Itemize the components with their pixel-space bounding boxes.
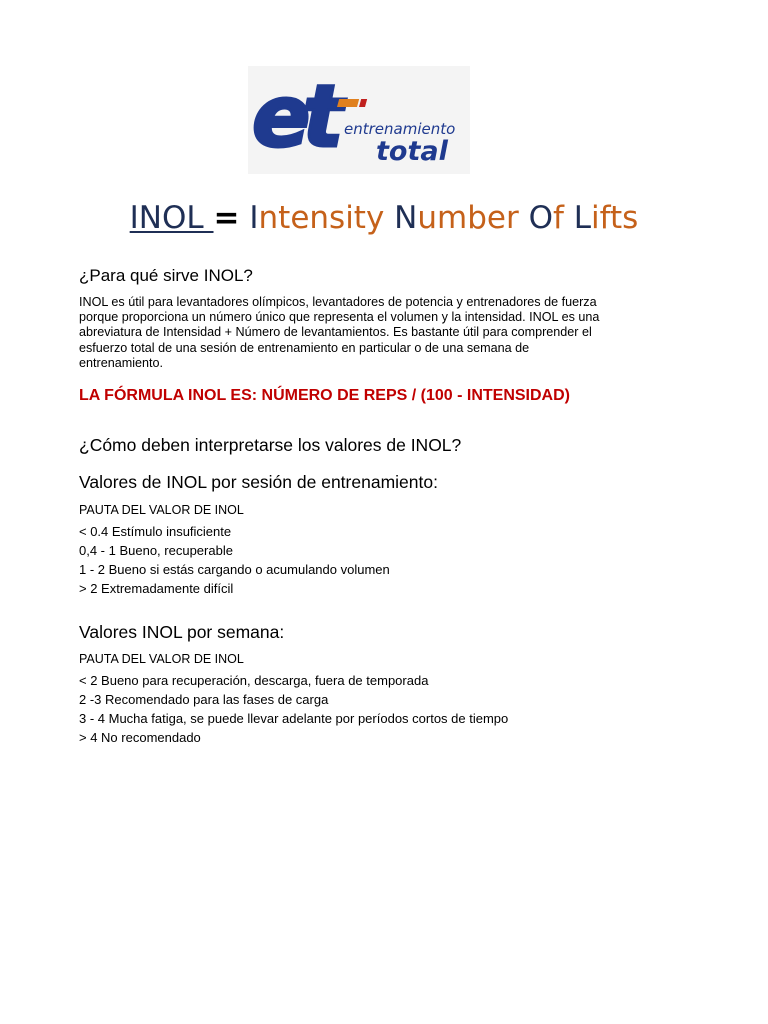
list-item: 0,4 - 1 Bueno, recuperable [79, 543, 233, 558]
entrenamiento-total-logo [248, 66, 470, 174]
title-cap-o: O [528, 200, 553, 236]
logo-graphic [248, 66, 470, 174]
week-values-heading: Valores INOL por semana: [79, 622, 285, 642]
title-rest-lifts: ifts [591, 200, 639, 236]
paragraph-line: esfuerzo total de una sesión de entrenamiento en particular o de una semana de [79, 340, 530, 355]
title-cap-n: N [394, 200, 418, 236]
logo-accent-red [359, 99, 367, 107]
list-item: < 0.4 Estímulo insuficiente [79, 524, 232, 539]
list-item: > 4 No recomendado [79, 730, 201, 745]
interpret-question: ¿Cómo deben interpretarse los valores de INOL? [79, 435, 462, 455]
week-guide-label: PAUTA DEL VALOR DE INOL [79, 652, 244, 666]
inol-formula: LA FÓRMULA INOL ES: NÚMERO DE REPS / (100 - INTENSIDAD) [79, 387, 570, 404]
logo-accent-orange [337, 99, 359, 107]
title-acronym: INOL [129, 200, 214, 236]
week-values-list [79, 671, 508, 747]
list-item: > 2 Extremadamente difícil [79, 581, 234, 596]
paragraph-line: entrenamiento. [79, 355, 164, 370]
list-item: 2 -3 Recomendado para las fases de carga [79, 692, 329, 707]
paragraph-line: INOL es útil para levantadores olímpicos, levantadores de potencia y entrenadores de fuerza [79, 295, 597, 309]
paragraph-line: porque proporciona un número único que representa el volumen y la intensidad. INOL es una [79, 310, 600, 325]
logo-mark: et [252, 67, 336, 167]
logo-line2: total [376, 136, 448, 167]
title-cap-l: L [573, 200, 592, 236]
list-item: < 2 Bueno para recuperación, descarga, fuera de temporada [79, 673, 429, 688]
list-item: 1 - 2 Bueno si estás cargando o acumulando volumen [79, 562, 390, 577]
title-equals: = [213, 200, 240, 236]
title-rest-of: f [552, 200, 574, 236]
title-rest-intensity: ntensity [258, 200, 395, 236]
logo-line1: entrenamiento [344, 120, 456, 138]
list-item: 3 - 4 Mucha fatiga, se puede llevar adelante por períodos cortos de tiempo [79, 711, 509, 726]
title-rest-number: umber [417, 200, 529, 236]
intro-paragraph [79, 295, 679, 371]
page-title [0, 196, 768, 240]
purpose-question: ¿Para qué sirve INOL? [79, 266, 253, 285]
paragraph-line: abreviatura de Intensidad + Número de levantamientos. Es bastante útil para comprender el [79, 325, 592, 340]
session-values-heading: Valores de INOL por sesión de entrenamiento: [79, 472, 438, 492]
session-guide-label: PAUTA DEL VALOR DE INOL [79, 503, 244, 517]
session-values-list [79, 522, 390, 598]
title-cap-i: I [249, 200, 259, 236]
